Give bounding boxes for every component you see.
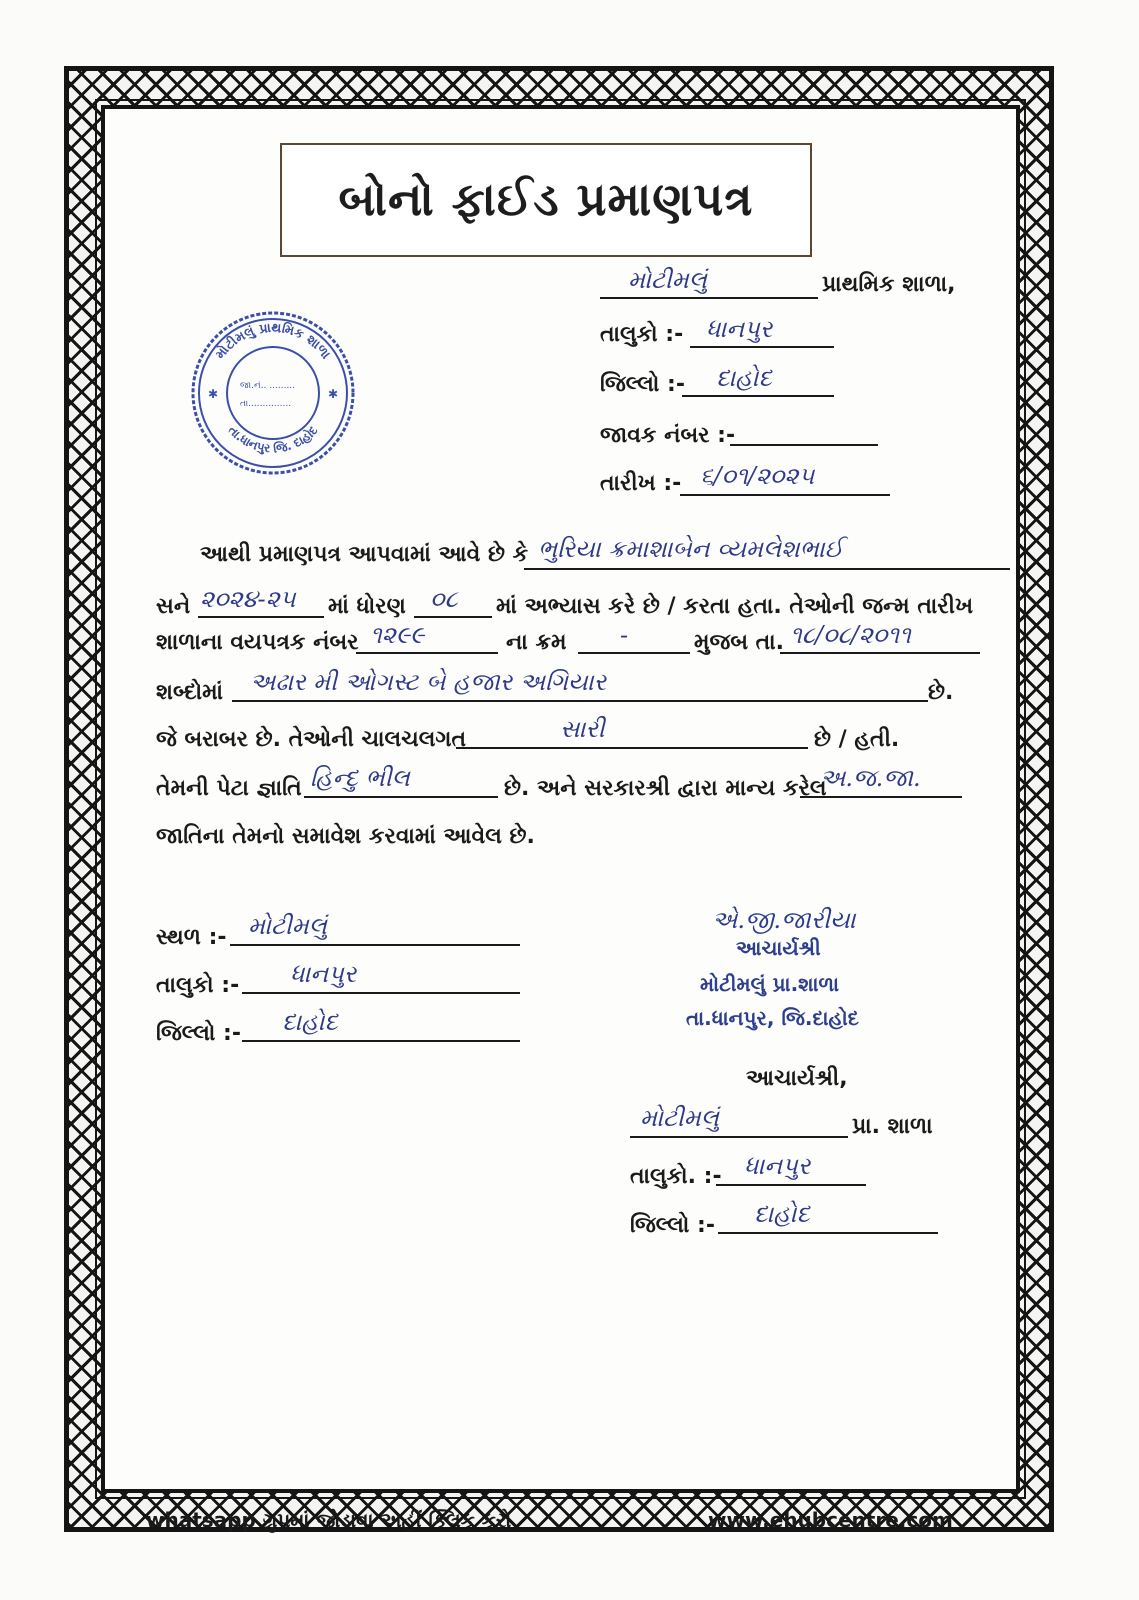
place-taluka-line	[242, 964, 520, 994]
signature-title: આચાર્યશ્રી	[736, 936, 821, 960]
caste-mid: છે. અને સરકારશ્રી દ્વારા માન્ય કરેલ	[504, 776, 827, 801]
krm-handwritten: -	[620, 621, 629, 649]
principal-district-line	[718, 1204, 938, 1234]
taluka-handwritten: ધાનપુર	[706, 315, 773, 343]
words-handwritten: અઢાર મી ઓગસ્ટ બે હજાર અગિયાર	[250, 668, 606, 696]
date-label: તારીખ :-	[600, 471, 682, 496]
place-district-label: જિલ્લો :-	[156, 1021, 241, 1046]
conduct-line	[456, 719, 808, 749]
principal-signature: એ.જી.જારીયા	[712, 906, 856, 934]
stamp-line1: જા.નં.. .........	[240, 381, 296, 391]
place-label: સ્થળ :-	[156, 925, 227, 950]
register-label: શાળાના વયપત્રક નંબર	[156, 630, 359, 655]
dob-handwritten: ૧૮/૦૮/૨૦૧૧	[790, 621, 911, 649]
krm-label: ના ક્રમ	[506, 630, 567, 655]
stamp-star-left: ✱	[208, 387, 219, 401]
taluka-label: તાલુકો :-	[600, 322, 684, 347]
caste-label: તેમની પેટા જ્ઞાતિ	[156, 776, 302, 801]
stamp-line2: તા...............	[240, 399, 292, 409]
principal-school-handwritten: મોટીમલું	[640, 1104, 719, 1132]
javak-label: જાવક નંબર :-	[600, 423, 736, 448]
principal-district-label: જિલ્લો :-	[630, 1213, 715, 1238]
conduct-handwritten: સારી	[560, 715, 605, 743]
words-label: શબ્દોમાં	[156, 680, 224, 705]
caste-handwritten: હિન્દુ ભીલ	[310, 764, 410, 792]
category-handwritten: અ.જ.જા.	[820, 764, 921, 792]
mujab-label: મુજબ તા.	[694, 630, 785, 655]
principal-district-handwritten: દાહોદ	[754, 1200, 810, 1228]
krm-line	[578, 624, 690, 654]
javak-line	[730, 416, 878, 446]
studying-text: માં અભ્યાસ કરે છે / કરતા હતા. તેઓની જન્મ તારીખ	[496, 594, 974, 619]
place-taluka-label: તાલુકો :-	[156, 973, 240, 998]
signature-school: મોટીમલું પ્રા.શાળા	[700, 972, 839, 996]
year-prefix: સને	[156, 594, 191, 619]
place-taluka-handwritten: ધાનપુર	[290, 960, 357, 988]
conduct-prefix: જે બરાબર છે. તેઓની ચાલચલગત	[156, 727, 467, 752]
website-link[interactable]: www.ehubcentre.com	[708, 1508, 953, 1532]
district-label: જિલ્લો :-	[600, 372, 685, 397]
signature-address: તા.ધાનપુર, જિ.દાહોદ	[686, 1006, 859, 1030]
words-end: છે.	[928, 680, 954, 705]
student-name-handwritten: ભુરિયા ક્રમાશાબેન વ્યમલેશભાઈ	[538, 535, 844, 563]
school-name-handwritten: મોટીમલું	[628, 266, 707, 294]
district-handwritten: દાહોદ	[716, 364, 772, 392]
stamp-star-right: ✱	[328, 387, 339, 401]
std-handwritten: ૦૮	[430, 585, 458, 613]
school-stamp	[190, 310, 356, 476]
date-handwritten: ૬/૦૧/૨૦૨૫	[700, 462, 815, 490]
stamp-ring-text: મોટીમલું પ્રાથમિક શાળા	[212, 320, 334, 363]
principal-taluka-label: તાલુકો. :-	[630, 1164, 722, 1189]
caste-end: જાતિના તેમનો સમાવેશ કરવામાં આવેલ છે.	[156, 824, 535, 849]
stamp-bottom-text: તા.ધાનપુર જિ. દાહોદ	[225, 423, 321, 456]
intro-text: આથી પ્રમાણપત્ર આપવામાં આવે છે કે	[200, 542, 529, 567]
whatsapp-link[interactable]: whatsapp ગ્રુપમાં જોડાવા અહીં ક્લિક કરો	[146, 1508, 512, 1532]
register-handwritten: ૧૨૯૯	[370, 621, 425, 649]
place-handwritten: મોટીમલું	[248, 912, 327, 940]
principal-school-suffix: પ્રા. શાળા	[852, 1114, 933, 1139]
conduct-end: છે / હતી.	[814, 727, 900, 752]
title-box	[280, 143, 812, 257]
std-label: માં ધોરણ	[328, 594, 406, 619]
place-district-handwritten: દાહોદ	[282, 1008, 338, 1036]
year-handwritten: ૨૦૨૪-૨૫	[200, 585, 296, 613]
principal-taluka-handwritten: ધાનપુર	[744, 1152, 811, 1180]
school-suffix: પ્રાથમિક શાળા,	[822, 272, 956, 297]
principal-title: આચાર્યશ્રી,	[746, 1066, 848, 1091]
certificate-title: બોનો ફાઈડ પ્રમાણપત્ર	[338, 172, 754, 226]
